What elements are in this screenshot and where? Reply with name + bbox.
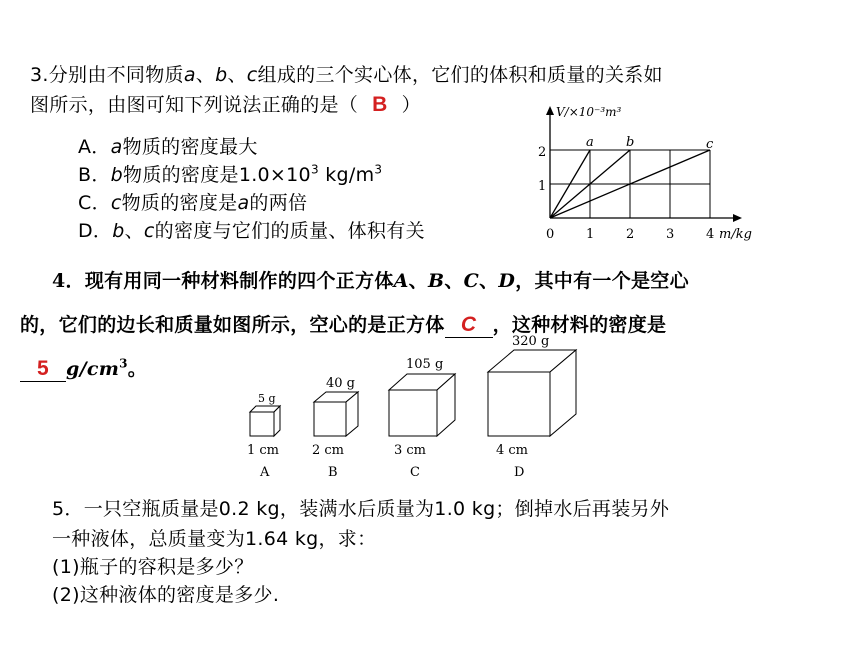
x-tick-0: 0 (546, 227, 555, 242)
q3-option-c: C．c物质的密度是a的两倍 (78, 192, 308, 214)
cube-c-mass: 105 g (406, 357, 444, 372)
cube-d (488, 350, 576, 436)
cube-a-edge: 1 cm (247, 443, 280, 458)
cube-d-mass: 320 g (512, 334, 550, 349)
cube-c-edge: 3 cm (394, 443, 427, 458)
x-axis-arrow (733, 214, 742, 222)
q5-line4: (2)这种液体的密度是多少. (52, 584, 280, 606)
x-tick-1: 1 (586, 227, 595, 242)
cube-c (389, 374, 455, 436)
q3-option-a: A．a物质的密度最大 (78, 136, 258, 158)
line-label-b: b (626, 135, 635, 150)
q4-line2: 的，它们的边长和质量如图所示，空心的是正方体 C ，这种材料的密度是 (20, 313, 667, 336)
q3-option-d: D．b、c的密度与它们的质量、体积有关 (78, 220, 425, 242)
q3-answer: B (372, 93, 388, 116)
cube-b (314, 392, 358, 436)
q5-line1: 5．一只空瓶质量是0.2 kg，装满水后质量为1.0 kg；倒掉水后再装另外 (52, 498, 670, 520)
q3-line2: 图所示，由图可知下列说法正确的是（ B ） (30, 93, 421, 116)
y-axis-label: V/×10⁻³m³ (556, 105, 622, 119)
q5-line3: (1)瓶子的容积是多少？ (52, 556, 254, 578)
x-axis-label: m/kg (719, 227, 752, 242)
cube-d-label: D (514, 465, 525, 480)
x-tick-3: 3 (666, 227, 675, 242)
vm-graph (520, 98, 780, 248)
cube-a (250, 406, 280, 436)
cube-a-mass: 5 g (258, 392, 276, 405)
cube-c-label: C (410, 465, 420, 480)
y-tick-2: 2 (538, 145, 547, 160)
cube-b-label: B (328, 465, 338, 480)
cubes-figure (240, 332, 600, 484)
line-label-c: c (706, 137, 714, 152)
q4-line3: 5 $g/cm^3$。 (20, 354, 147, 382)
x-tick-4: 4 (706, 227, 715, 242)
y-axis-arrow (546, 106, 554, 115)
cube-a-label: A (260, 465, 270, 480)
q5-line2: 一种液体，总质量变为1.64 kg，求： (52, 528, 377, 550)
q4-answer-density: 5 (37, 357, 49, 380)
q4-answer-c: C (460, 313, 477, 336)
q3-option-b: B．b物质的密度是$1.0\times 10^3$ $kg/m^3$ (78, 162, 383, 186)
q3-line1: 3.分别由不同物质a、b、c组成的三个实心体，它们的体积和质量的关系如 (30, 64, 663, 86)
cube-b-edge: 2 cm (312, 443, 345, 458)
q4-line1: 4．现有用同一种材料制作的四个正方体A、B、C、D，其中有一个是空心 (52, 270, 689, 292)
cube-d-edge: 4 cm (496, 443, 529, 458)
line-label-a: a (586, 135, 594, 150)
y-tick-1: 1 (538, 179, 547, 194)
cube-b-mass: 40 g (326, 376, 355, 391)
x-tick-2: 2 (626, 227, 635, 242)
